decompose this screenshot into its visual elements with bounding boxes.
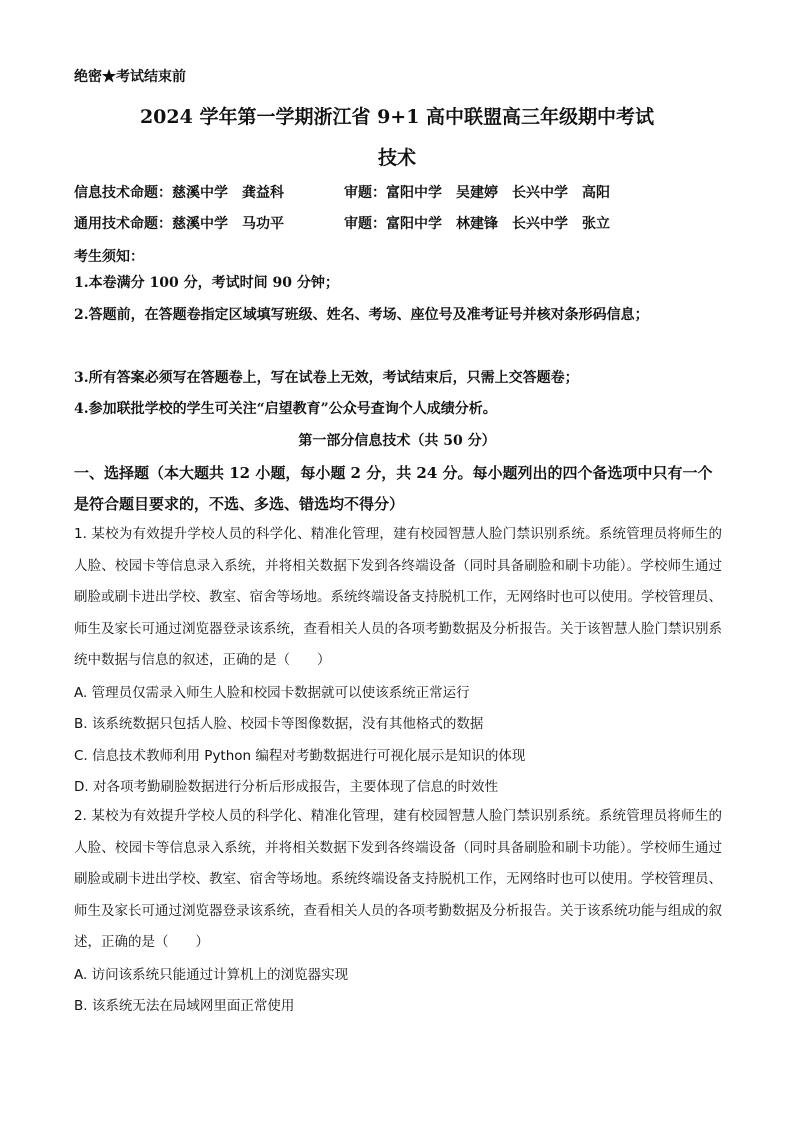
question-option: A. 管理员仅需录入师生人脸和校园卡数据就可以使该系统正常运行: [74, 685, 470, 701]
notice-heading: 考生须知：: [74, 249, 144, 265]
question-option: B. 该系统数据只包括人脸、校园卡等图像数据，没有其他格式的数据: [74, 716, 484, 732]
notice-item: 3.所有答案必须写在答题卷上，写在试卷上无效，考试结束后，只需上交答题卷；: [74, 370, 579, 386]
question-option: A. 访问该系统只能通过计算机上的浏览器实现: [74, 967, 349, 983]
question-stem: 1. 某校为有效提升学校人员的科学化、精准化管理，建有校园智慧人脸门禁识别系统。系统管理员将师生的人脸、校园卡等信息录入系统，并将相关数据下发到各终端设备（同时具备刷脸和刷卡功能）。学校师生通过刷脸或刷卡进出学校、教室、宿舍等场地。系统终端设备支持脱机工作，无网络时也可以使用。学校管理员、师生及家长可通过浏览器登录该系统，查看相关人员的各项考勤数据及分析报告。关于该智慧人脸门禁识别系统中数据与信息的叙述，正确的是（ ）: [74, 526, 722, 668]
question-option: D. 对各项考勤刷脸数据进行分析后形成报告，主要体现了信息的时效性: [74, 779, 498, 795]
it-author: 信息技术命题：慈溪中学 龚益科: [74, 185, 284, 201]
question-option: C. 信息技术教师利用 Python 编程对考勤数据进行可视化展示是知识的体现: [74, 748, 526, 764]
part-title: 第一部分信息技术（共 50 分）: [298, 433, 496, 449]
general-author: 通用技术命题：慈溪中学 马功平: [74, 216, 284, 232]
question-stem: 2. 某校为有效提升学校人员的科学化、精准化管理，建有校园智慧人脸门禁识别系统。系统管理员将师生的人脸、校园卡等信息录入系统，并将相关数据下发到各终端设备（同时具备刷脸和刷卡功能）。学校师生通过刷脸或刷卡进出学校、教室、宿舍等场地。系统终端设备支持脱机工作，无网络时也可以使用。学校管理员、师生及家长可通过浏览器登录该系统，查看相关人员的各项考勤数据及分析报告。关于该系统功能与组成的叙述，正确的是（ ）: [74, 808, 722, 950]
notice-item: 1.本卷满分 100 分，考试时间 90 分钟；: [74, 275, 339, 291]
notice-item: 4.参加联批学校的学生可关注“启望教育”公众号查询个人成绩分析。: [74, 401, 497, 417]
credit-line-it: [74, 182, 610, 202]
exam-title: 2024 学年第一学期浙江省 9+1 高中联盟高三年级期中考试: [139, 106, 655, 128]
section-heading: 一、选择题（本大题共 12 小题，每小题 2 分，共 24 分。每小题列出的四个备选项中只有一个是符合题目要求的，不选、多选、错选均不得分）: [74, 464, 713, 513]
it-reviewer: 审题：富阳中学 吴建婷 长兴中学 高阳: [344, 185, 610, 201]
notice-item: 2.答题前，在答题卷指定区域填写班级、姓名、考场、座位号及准考证号并核对条形码信息；: [74, 307, 649, 323]
general-reviewer: 审题：富阳中学 林建锋 长兴中学 张立: [344, 216, 610, 232]
confidential-mark: 绝密★考试结束前: [74, 69, 186, 85]
credit-line-general: [74, 213, 610, 233]
question-option: B. 该系统无法在局域网里面正常使用: [74, 998, 295, 1014]
subject-title: 技术: [377, 147, 416, 169]
